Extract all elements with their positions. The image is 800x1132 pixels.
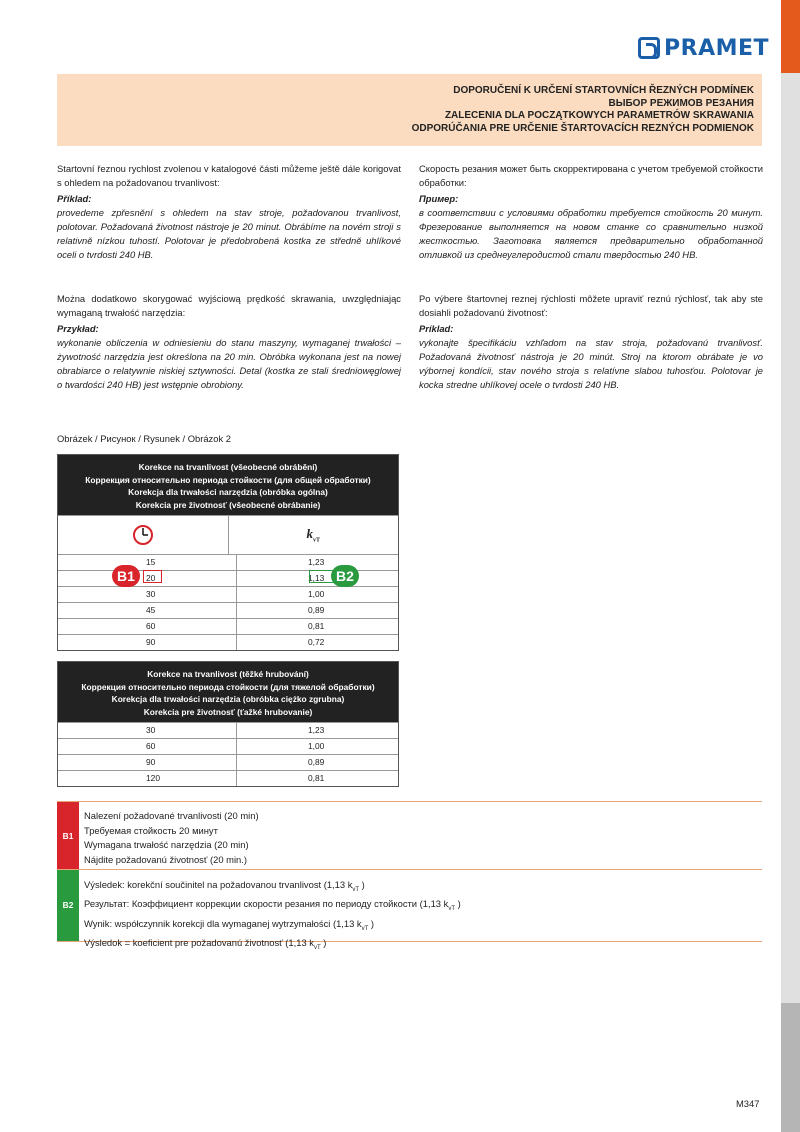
table1-col-kvt (228, 516, 399, 554)
table-row: 90 0,89 (58, 754, 398, 770)
title-sk: ODPORÚČANIA PRE URČENIE ŠTARTOVACÍCH REZNÝCH PODMIENOK (411, 122, 754, 134)
table-row: 20 1,13 (58, 570, 398, 586)
kvt-symbol: $k_{vT}$ (306, 526, 320, 544)
title-pl: ZALECENIA DLA POCZĄTKOWYCH PARAMETRÓW SKRAWANIA (444, 110, 754, 121)
table-row: 15 1,23 (58, 554, 398, 570)
page-number: M347 (736, 1098, 760, 1109)
legend-b2-line: Výsledok = koeficient pre požadovanú životnosť (1,13 $k_{vT}$ ) (84, 937, 327, 951)
legend-b1-line: Nájdite požadovanú životnosť (20 min.) (84, 853, 247, 865)
pramet-logo-icon (638, 37, 660, 59)
highlight-b1-cell (143, 570, 162, 583)
table2-header-cz: Korekce na trvanlivost (těžké hrubování) (147, 669, 309, 679)
table2-header-pl: Korekcja dla trwałości narzędzia (obróbka ciężko zgrubna) (111, 694, 345, 704)
table1-symbol-row (58, 515, 398, 554)
example-sk: vykonajte špecifikáciu vzhľadom na stav stroja, požadovanú trvanlivosť. Požadovaná životnosť nástroja je 20 minút. Stroj na ktorom obrábate je vo výbornej kondícii, stav nového stroja s relatívne slabou tuhosťou. Polotovar je kocka stredne uhlíkovej ocele o tvrdosti 240 HB. (419, 337, 763, 390)
table1-header-sk: Korekcia pre životnosť (všeobecné obrábanie) (135, 499, 321, 510)
table-row: 120 0,81 (58, 770, 398, 786)
table1-col-time (58, 516, 228, 554)
logo-text: PRAMET (664, 35, 770, 61)
legend-b1 (57, 801, 762, 870)
legend-b1-line: Требуемая стойкость 20 минут (84, 824, 218, 836)
correction-table-general (57, 454, 399, 651)
section-cz (57, 162, 401, 262)
table-row: 60 1,00 (58, 738, 398, 754)
side-dark-bar (781, 1003, 800, 1132)
pramet-logo (638, 36, 769, 60)
table-row: 45 0,89 (58, 602, 398, 618)
title-ru: ВЫБОР РЕЖИМОВ РЕЗАНИЯ (608, 97, 754, 109)
legend-b2-tag: B2 (57, 870, 79, 941)
example-label-cz: Příklad: (57, 193, 92, 204)
example-label-ru: Пример: (419, 193, 459, 204)
section-sk (419, 292, 763, 392)
table2-header-sk: Korekcia pre životnosť (ťažké hrubovanie) (143, 706, 313, 717)
table-row: 30 1,00 (58, 586, 398, 602)
intro-ru: Скорость резания может быть скорректирована с учетом требуемой стойкости обработки: (419, 163, 763, 188)
correction-table-heavy (57, 661, 399, 787)
example-pl: wykonanie obliczenia w odniesieniu do stanu maszyny, wymaganej trwałości – żywotność narzędzia jest określona na 20 min. Obróbka wykonana jest na nowej obrabiarce o relatywnie niskiej sztywności. Detal (kostka ze stali średniowęglowej o twardości 240 HB) jest wstępnie obrobiony. (57, 337, 401, 390)
legend-b2-line: Результат: Коэффициент коррекции скорости резания по периоду стойкости (1,13 $k_{vT}$ ) (84, 898, 461, 913)
example-cz: provedeme zpřesnění s ohledem na stav stroje, požadovanou trvanlivost, polotovar. Požadovaná životnost nástroje je 20 minut. Obrábíme na novém stroji s relativně nízkou tuhostí. Polotovar je předobrobená kostka ze středně uhlíkové oceli o tvrdosti 240 HB. (57, 207, 401, 260)
table-row: 60 0,81 (58, 618, 398, 634)
table1-header-ru: Коррекция относительно периода стойкости (для общей обработки) (85, 474, 371, 485)
example-ru: в соответствии с условиями обработки требуется стойкость 20 минут. Фрезерование выполняется на новом станке со сравнительно низкой жесткостью. Заготовка является предварительно обработанной отливкой из среднеуглеродистой стали твердостью 240 HB. (419, 207, 763, 260)
intro-sk: Po výbere štartovnej reznej rýchlosti môžete upraviť reznú rýchlosť, tak aby ste dosiahli požadovanú životnosť: (419, 293, 763, 318)
clock-icon (132, 524, 154, 546)
header-title-box (57, 74, 762, 146)
table2-header-ru: Коррекция относительно периода стойкости (для тяжелой обработки) (81, 681, 375, 692)
table-row: 90 0,72 (58, 634, 398, 650)
legend-b1-lines (57, 802, 762, 867)
figure-caption: Obrázek / Рисунок / Rysunek / Obrázok 2 (57, 433, 231, 444)
legend-b1-line: Nalezení požadované trvanlivosti (20 min) (84, 810, 259, 821)
intro-cz: Startovní řeznou rychlost zvolenou v katalogové části můžeme ještě dále korigovat s ohledem na požadovanou trvanlivost: (57, 163, 401, 188)
legend-b2 (57, 869, 762, 951)
section-ru (419, 162, 763, 262)
legend-b2-lines (57, 870, 762, 956)
example-label-pl: Przykład: (57, 323, 99, 334)
legend-b1-line: Wymagana trwałość narzędzia (20 min) (84, 839, 249, 850)
side-accent-bar (781, 0, 800, 73)
table1-header-cz: Korekce na trvanlivost (všeobecné obrábění) (138, 462, 318, 472)
legend-b1-tag: B1 (57, 802, 79, 870)
badge-b2: B2 (331, 565, 359, 587)
table1-header-pl: Korekcja dla trwałości narzędzia (obróbka ogólna) (128, 487, 328, 497)
table2-header (58, 662, 398, 722)
title-cz: DOPORUČENÍ K URČENÍ STARTOVNÍCH ŘEZNÝCH PODMÍNEK (453, 85, 754, 96)
table-row: 30 1,23 (58, 722, 398, 738)
badge-b1: B1 (112, 565, 140, 587)
side-grey-bar (781, 73, 800, 1003)
legend-b2-line: Výsledek: korekční součinitel na požadovanou trvanlivost (1,13 $k_{vT}$ ) (84, 879, 365, 893)
intro-pl: Można dodatkowo skorygować wyjściową prędkość skrawania, uwzględniając wymaganą trwałość narzędzia: (57, 293, 401, 318)
legend-b2-line: Wynik: współczynnik korekcji dla wymaganej wytrzymałości (1,13 $k_{vT}$ ) (84, 917, 375, 932)
example-label-sk: Príklad: (419, 323, 454, 334)
section-pl (57, 292, 401, 392)
table1-header (58, 455, 398, 515)
